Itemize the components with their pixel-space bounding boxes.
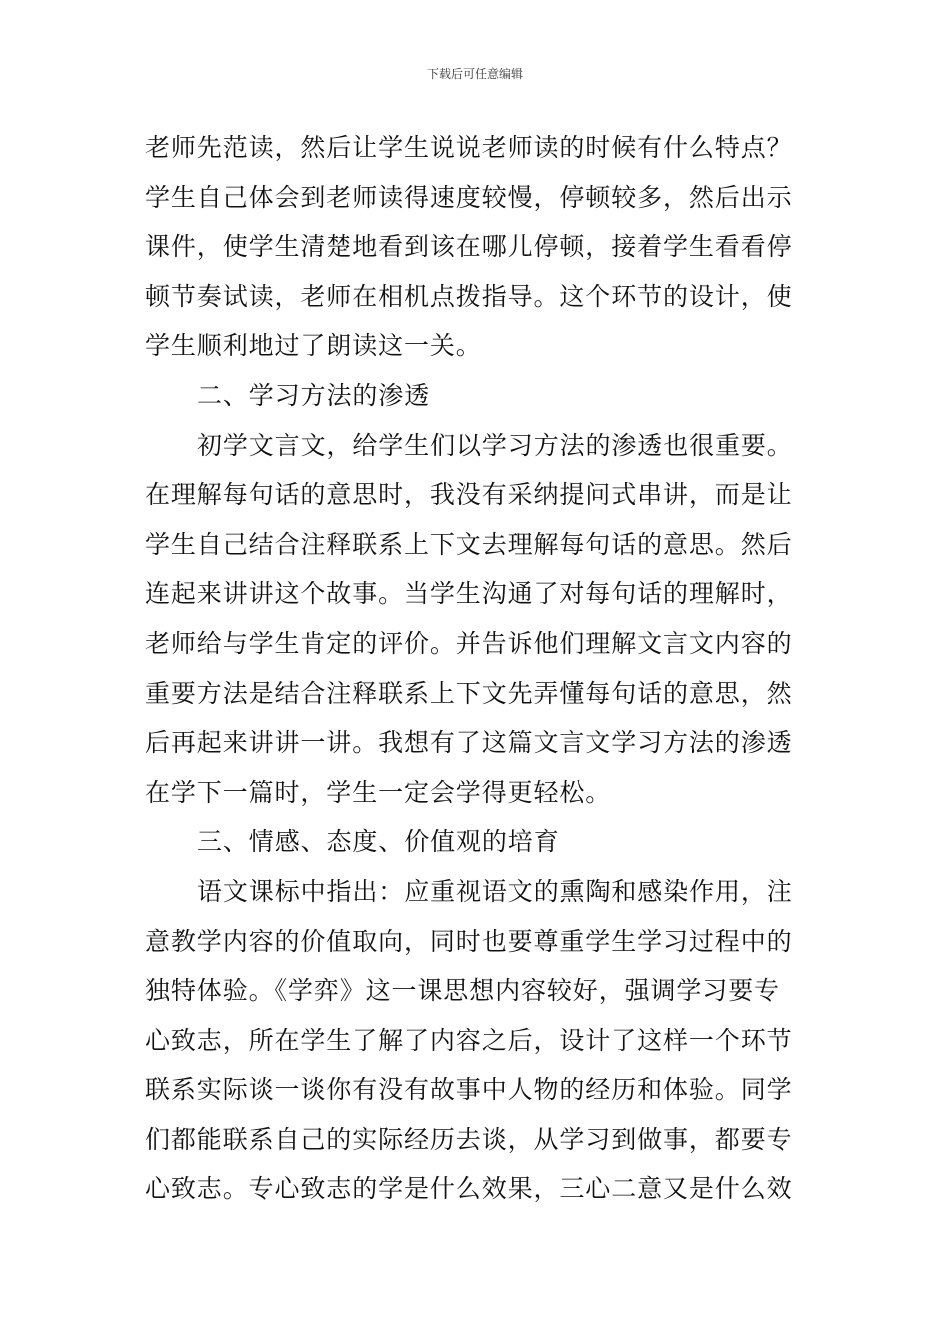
text-line: 学生自己体会到老师读得速度较慢，停顿较多，然后出示 — [145, 182, 793, 212]
text-line: 心致志。专心致志的学是什么效果，三心二意又是什么效 — [145, 1174, 793, 1204]
text-line: 心致志，所在学生了解了内容之后，设计了这样一个环节 — [145, 1025, 793, 1055]
section-heading: 三、情感、态度、价值观的培育 — [197, 827, 560, 857]
paragraph-start-line: 语文课标中指出：应重视语文的熏陶和感染作用，注 — [197, 876, 793, 906]
text-line: 老师先范读，然后让学生说说老师读的时候有什么特点？ — [145, 133, 793, 162]
text-line: 在理解每句话的意思时，我没有采纳提问式串讲，而是让 — [145, 480, 793, 510]
page-header: 下载后可任意编辑 — [426, 67, 523, 81]
paragraph-start-line: 初学文言文，给学生们以学习方法的渗透也很重要。 — [197, 430, 793, 460]
text-line: 学生自己结合注释联系上下文去理解每句话的意思。然后 — [145, 529, 793, 559]
text-line: 独特体验。《学弈》这一课思想内容较好，强调学习要专 — [145, 976, 781, 1006]
text-line: 在学下一篇时，学生一定会学得更轻松。 — [145, 777, 612, 807]
text-line: 连起来讲讲这个故事。当学生沟通了对每句话的理解时， — [145, 579, 793, 609]
text-line: 重要方法是结合注释联系上下文先弄懂每句话的意思，然 — [145, 678, 793, 708]
text-line: 联系实际谈一谈你有没有故事中人物的经历和体验。同学 — [145, 1075, 793, 1105]
text-line: 学生顺利地过了朗读这一关。 — [145, 331, 482, 361]
section-heading: 二、学习方法的渗透 — [197, 380, 431, 410]
text-line: 意教学内容的价值取向，同时也要尊重学生学习过程中的 — [145, 926, 793, 956]
text-line: 老师给与学生肯定的评价。并告诉他们理解文言文内容的 — [145, 628, 793, 658]
text-line: 们都能联系自己的实际经历去谈，从学习到做事，都要专 — [145, 1124, 793, 1154]
text-line: 课件，使学生清楚地看到该在哪儿停顿，接着学生看看停 — [145, 232, 793, 262]
text-line: 后再起来讲讲一讲。我想有了这篇文言文学习方法的渗透 — [145, 728, 793, 758]
text-line: 顿节奏试读，老师在相机点拨指导。这个环节的设计，使 — [145, 281, 793, 311]
document-body — [145, 123, 810, 1214]
